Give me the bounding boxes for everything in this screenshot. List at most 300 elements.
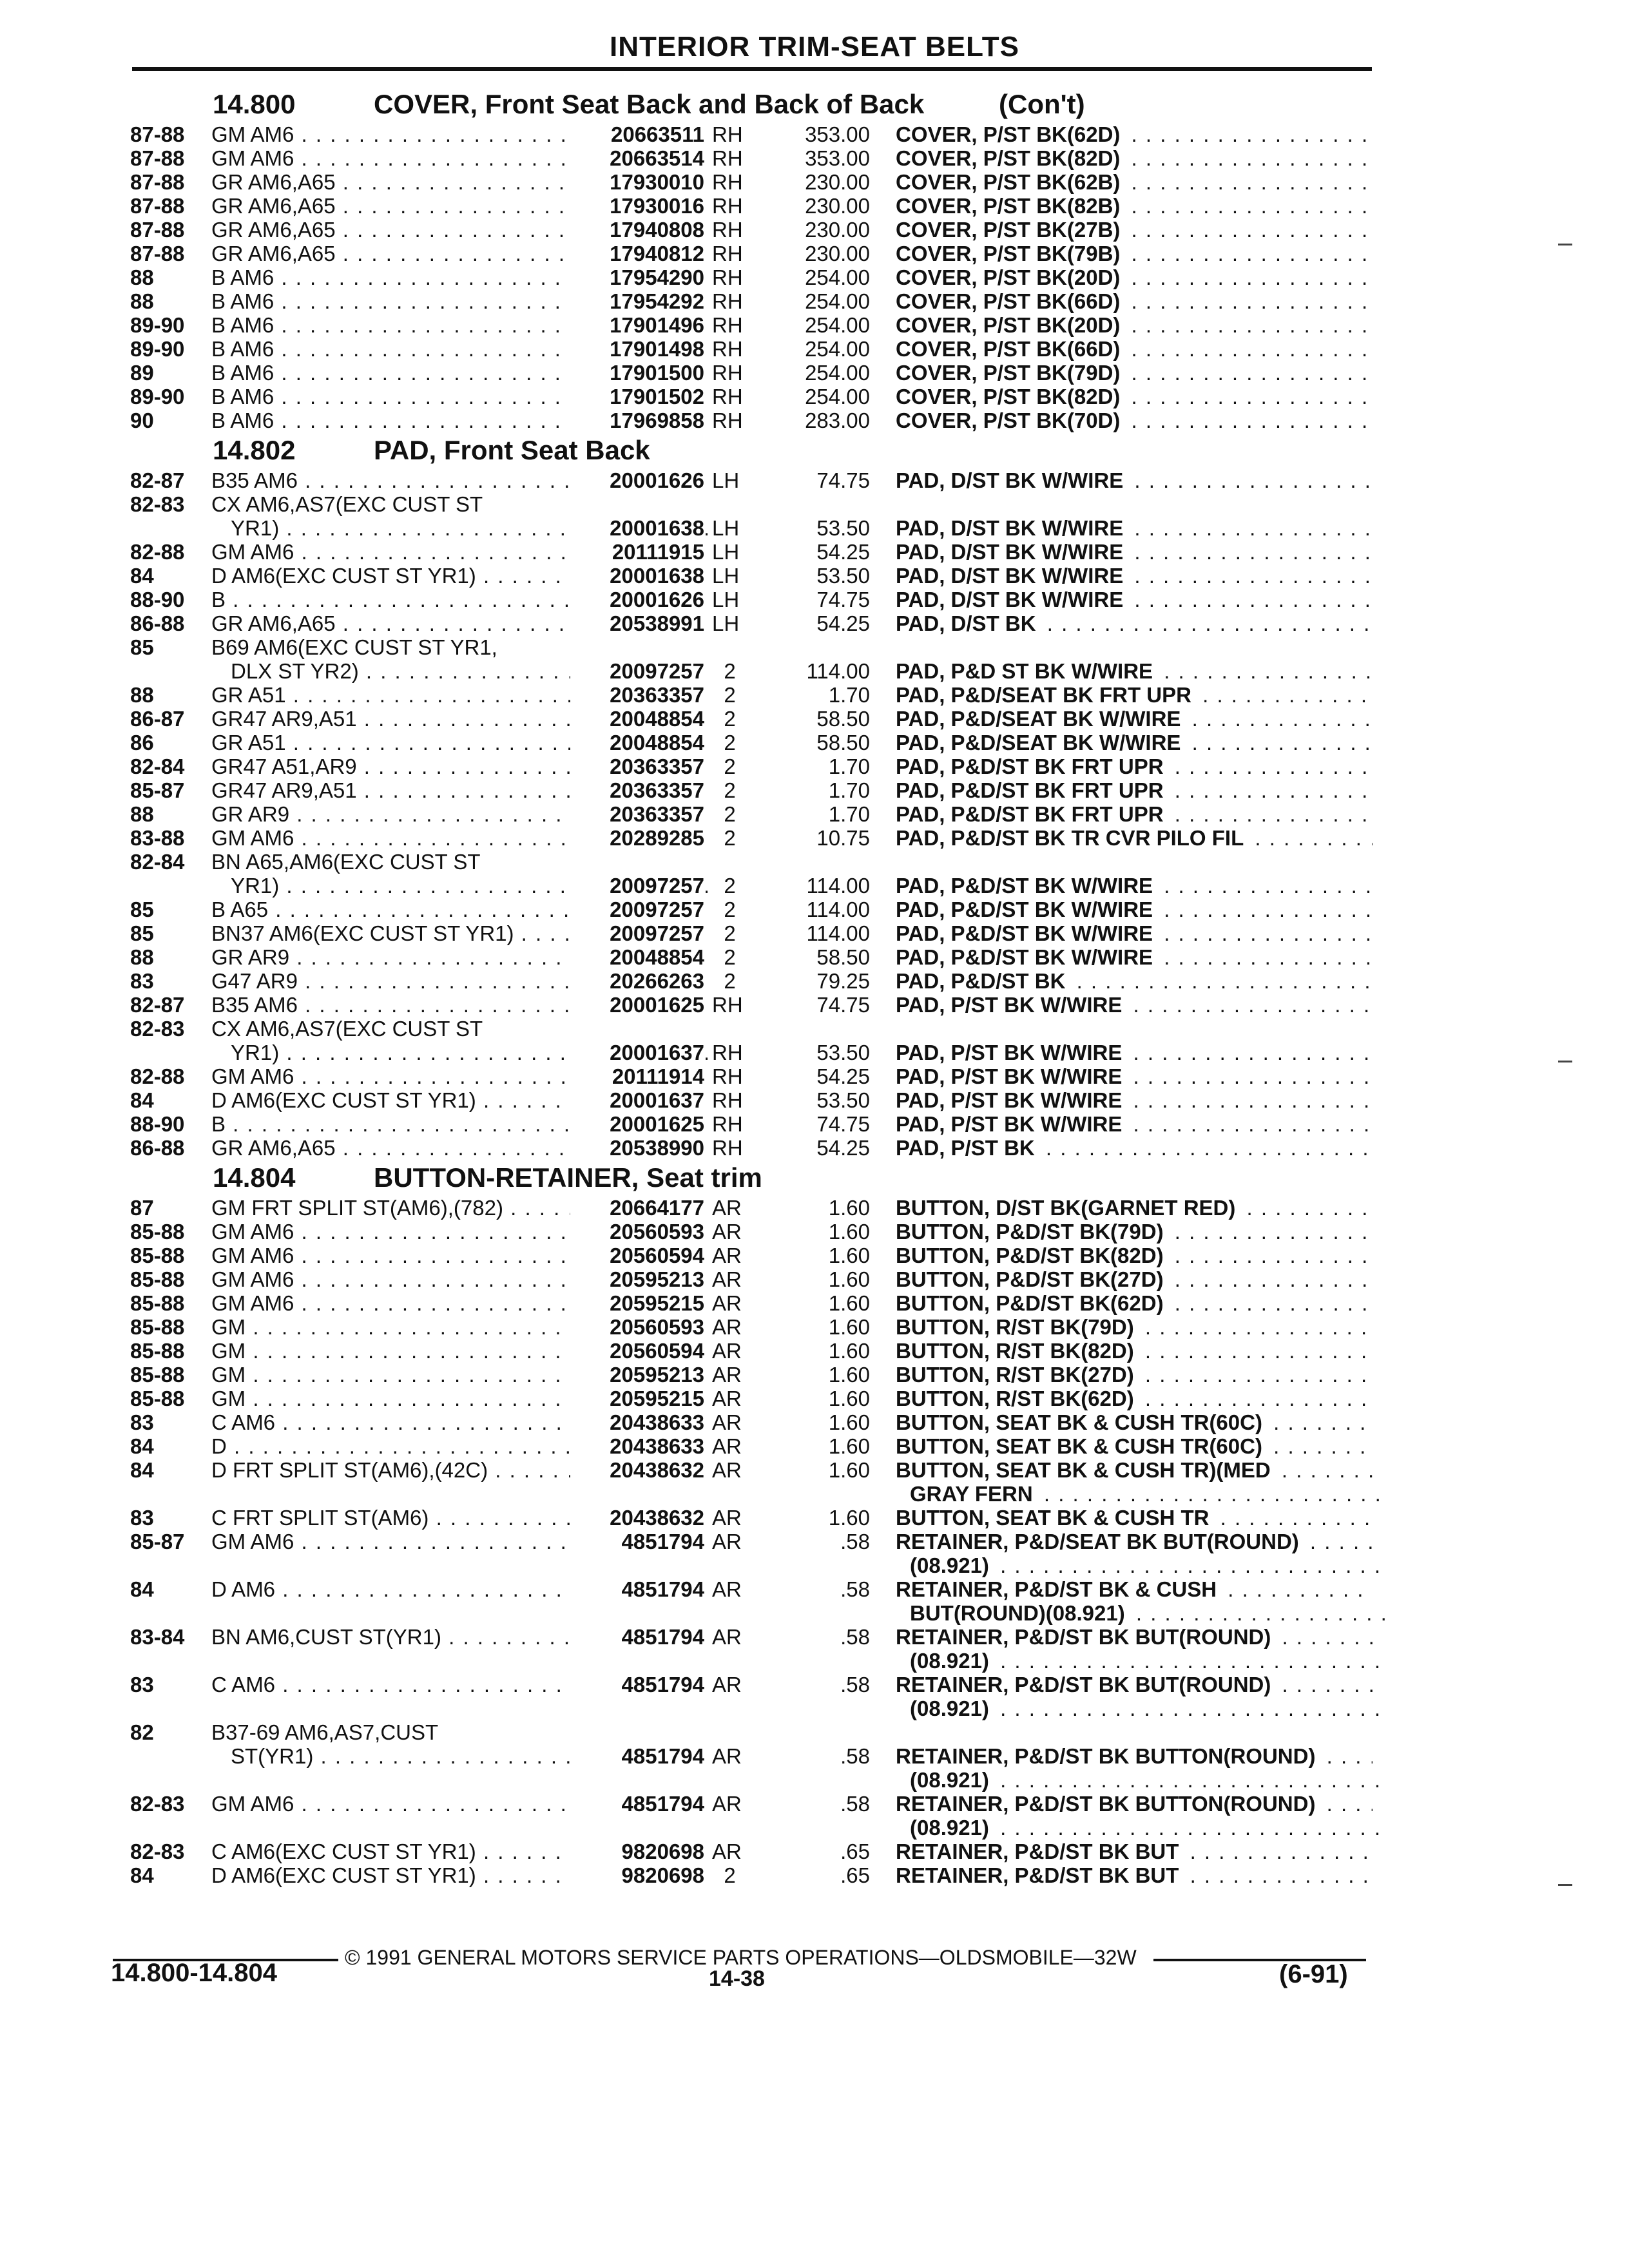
description xyxy=(896,993,1373,1017)
parts-row xyxy=(122,1041,1379,1064)
quantity: RH xyxy=(712,218,743,242)
price: .58 xyxy=(840,1577,870,1601)
parts-row xyxy=(122,540,1379,564)
part-number: 9820698 xyxy=(570,1863,704,1887)
parts-row xyxy=(122,1816,1379,1840)
price: 1.60 xyxy=(828,1363,870,1387)
section-header xyxy=(122,1160,1379,1196)
part-number: 17901498 xyxy=(570,337,704,361)
year-range: 86-87 xyxy=(130,707,185,731)
year-range: 85 xyxy=(130,635,154,659)
description-text: PAD, D/ST BK W/WIRE xyxy=(896,564,1127,588)
parts-row xyxy=(122,1244,1379,1267)
parts-row xyxy=(122,1387,1379,1410)
quantity: AR xyxy=(712,1673,742,1696)
price: .58 xyxy=(840,1673,870,1696)
model-code: GR AM6,A65 . . . xyxy=(211,170,688,194)
part-number: 17930016 xyxy=(570,194,704,218)
description-text: PAD, P&D/ST BK W/WIRE xyxy=(896,945,1157,969)
description xyxy=(896,1577,1373,1601)
description-text: RETAINER, P&D/ST BK & CUSH xyxy=(896,1577,1220,1601)
quantity: AR xyxy=(712,1291,742,1315)
description-text: PAD, P&D/ST BK TR CVR PILO FIL xyxy=(896,826,1248,850)
description-text: BUTTON, R/ST BK(79D) xyxy=(896,1315,1138,1339)
parts-row xyxy=(122,1720,1379,1744)
price: 74.75 xyxy=(816,1112,870,1136)
part-number: 20595213 xyxy=(570,1267,704,1291)
part-number: 20363357 xyxy=(570,778,704,802)
model-code: C AM6 . . . xyxy=(211,1410,688,1434)
model-code: GR AM6,A65 . . . xyxy=(211,242,688,265)
price: 230.00 xyxy=(805,170,870,194)
model-code: D FRT SPLIT ST(AM6),(42C) . . . xyxy=(211,1458,688,1482)
part-number: 20438633 xyxy=(570,1410,704,1434)
description-text: BUTTON, SEAT BK & CUSH TR(60C) xyxy=(896,1410,1266,1434)
part-number: 20111914 xyxy=(570,1064,704,1088)
parts-row xyxy=(122,850,1379,874)
quantity: AR xyxy=(712,1339,742,1363)
parts-row xyxy=(122,1410,1379,1434)
description xyxy=(896,659,1373,683)
description-text: BUTTON, P&D/ST BK(79D) xyxy=(896,1220,1168,1244)
year-range: 85-88 xyxy=(130,1339,185,1363)
year-range: 87-88 xyxy=(130,122,185,146)
parts-row xyxy=(122,945,1379,969)
description xyxy=(910,1553,1387,1577)
price: 1.60 xyxy=(828,1315,870,1339)
quantity: AR xyxy=(712,1458,742,1482)
year-range: 83-88 xyxy=(130,826,185,850)
description-text: COVER, P/ST BK(62B) xyxy=(896,170,1124,194)
model-code: B A65 . . . xyxy=(211,898,688,921)
quantity: RH xyxy=(712,1041,743,1064)
model-code: G47 AR9 . . . xyxy=(211,969,688,993)
year-range: 85-87 xyxy=(130,1530,185,1553)
model-code: GM AM6 . . . xyxy=(211,1064,688,1088)
part-number: 17969858 xyxy=(570,408,704,432)
description xyxy=(896,1244,1373,1267)
description xyxy=(910,1601,1387,1625)
model-code: YR1) . . . xyxy=(231,516,708,540)
description-text: PAD, D/ST BK W/WIRE xyxy=(896,540,1127,564)
part-number: 17901502 xyxy=(570,385,704,408)
description-text: PAD, D/ST BK xyxy=(896,611,1040,635)
description xyxy=(896,337,1373,361)
quantity: RH xyxy=(712,146,743,170)
page-title: INTERIOR TRIM-SEAT BELTS xyxy=(610,31,1019,62)
model-code: B35 AM6 . . . xyxy=(211,468,688,492)
description-text: RETAINER, P&D/ST BK BUT(ROUND) xyxy=(896,1673,1275,1696)
parts-row xyxy=(122,564,1379,588)
price: .58 xyxy=(840,1744,870,1768)
price: 54.25 xyxy=(816,1136,870,1160)
model-code: GM . . . xyxy=(211,1363,688,1387)
model-code: BN A65,AM6(EXC CUST ST xyxy=(211,850,481,874)
part-number: 17901496 xyxy=(570,313,704,337)
part-number: 20663511 xyxy=(570,122,704,146)
quantity: RH xyxy=(712,385,743,408)
quantity: RH xyxy=(712,122,743,146)
part-number: 20595215 xyxy=(570,1291,704,1315)
year-range: 84 xyxy=(130,1863,154,1887)
parts-list xyxy=(122,86,1379,1887)
year-range: 84 xyxy=(130,1434,154,1458)
year-range: 89-90 xyxy=(130,385,185,408)
description-text: PAD, P&D/SEAT BK W/WIRE xyxy=(896,707,1184,731)
quantity: LH xyxy=(712,611,740,635)
part-number: 20097257 xyxy=(570,874,704,898)
quantity: AR xyxy=(712,1410,742,1434)
part-number: 20048854 xyxy=(570,945,704,969)
section-title: PAD, Front Seat Back xyxy=(374,435,650,465)
quantity: AR xyxy=(712,1387,742,1410)
year-range: 88 xyxy=(130,265,154,289)
description xyxy=(910,1649,1387,1673)
part-number: 4851794 xyxy=(570,1625,704,1649)
price: 353.00 xyxy=(805,146,870,170)
year-range: 84 xyxy=(130,1088,154,1112)
section-number: 14.802 xyxy=(213,435,296,465)
year-range: 85-88 xyxy=(130,1220,185,1244)
year-range: 82-84 xyxy=(130,754,185,778)
description-text: PAD, P&D/ST BK W/WIRE xyxy=(896,874,1157,898)
price: 283.00 xyxy=(805,408,870,432)
description-text: RETAINER, P&D/ST BK BUT xyxy=(896,1840,1182,1863)
model-code: YR1) . . . xyxy=(231,874,708,898)
year-range: 88 xyxy=(130,945,154,969)
model-code: C AM6 . . . xyxy=(211,1673,688,1696)
description-text: PAD, P&D/ST BK xyxy=(896,969,1069,993)
description-text: COVER, P/ST BK(82D) xyxy=(896,146,1124,170)
quantity: RH xyxy=(712,1112,743,1136)
parts-row xyxy=(122,265,1379,289)
parts-row xyxy=(122,778,1379,802)
model-code: GR AM6,A65 . . . xyxy=(211,1136,688,1160)
parts-row xyxy=(122,1017,1379,1041)
year-range: 82-83 xyxy=(130,1840,185,1863)
part-number: 20289285 xyxy=(570,826,704,850)
parts-row xyxy=(122,921,1379,945)
parts-row xyxy=(122,218,1379,242)
parts-row xyxy=(122,1553,1379,1577)
quantity: AR xyxy=(712,1530,742,1553)
description-text: (08.921) xyxy=(910,1553,993,1577)
parts-row xyxy=(122,993,1379,1017)
section-title: BUTTON-RETAINER, Seat trim xyxy=(374,1162,762,1193)
year-range: 86-88 xyxy=(130,1136,185,1160)
section-title: COVER, Front Seat Back and Back of Back xyxy=(374,89,925,119)
part-number: 20097257 xyxy=(570,898,704,921)
year-range: 85-88 xyxy=(130,1244,185,1267)
price: .65 xyxy=(840,1840,870,1863)
part-number: 20001626 xyxy=(570,588,704,611)
part-number: 4851794 xyxy=(570,1744,704,1768)
part-number: 20001626 xyxy=(570,468,704,492)
description-text: RETAINER, P&D/SEAT BK BUT(ROUND) xyxy=(896,1530,1303,1553)
year-range: 82-87 xyxy=(130,468,185,492)
part-number: 20560593 xyxy=(570,1315,704,1339)
price: 1.60 xyxy=(828,1387,870,1410)
description-text: PAD, D/ST BK W/WIRE xyxy=(896,516,1127,540)
price: 254.00 xyxy=(805,265,870,289)
price: 114.00 xyxy=(806,921,870,945)
model-code: D AM6(EXC CUST ST YR1) . . . xyxy=(211,564,688,588)
price: 114.00 xyxy=(806,874,870,898)
description-text: PAD, D/ST BK W/WIRE xyxy=(896,588,1127,611)
quantity: AR xyxy=(712,1196,742,1220)
model-code: CX AM6,AS7(EXC CUST ST xyxy=(211,492,483,516)
part-number: 20438632 xyxy=(570,1458,704,1482)
year-range: 83 xyxy=(130,1673,154,1696)
description-text: COVER, P/ST BK(66D) xyxy=(896,289,1124,313)
description-text: (08.921) xyxy=(910,1768,993,1792)
part-number: 20266263 xyxy=(570,969,704,993)
year-range: 83-84 xyxy=(130,1625,185,1649)
model-code: B69 AM6(EXC CUST ST YR1, xyxy=(211,635,497,659)
part-number: 17954292 xyxy=(570,289,704,313)
description-text: PAD, P/ST BK W/WIRE xyxy=(896,1112,1126,1136)
year-range: 82-88 xyxy=(130,540,185,564)
description xyxy=(896,1112,1373,1136)
footer-range: 14.800-14.804 xyxy=(111,1959,278,1987)
model-code: B AM6 . . . xyxy=(211,289,688,313)
parts-row xyxy=(122,898,1379,921)
price: 254.00 xyxy=(805,337,870,361)
parts-row xyxy=(122,731,1379,754)
description-text: PAD, P/ST BK W/WIRE xyxy=(896,1064,1126,1088)
price: 1.60 xyxy=(828,1220,870,1244)
parts-row xyxy=(122,361,1379,385)
year-range: 83 xyxy=(130,1506,154,1530)
margin-mark xyxy=(1558,1061,1572,1062)
footer-page-number: 14-38 xyxy=(709,1966,765,1991)
price: 114.00 xyxy=(806,898,870,921)
description-text: PAD, P/ST BK xyxy=(896,1136,1039,1160)
parts-row xyxy=(122,969,1379,993)
price: 353.00 xyxy=(805,122,870,146)
parts-row xyxy=(122,874,1379,898)
price: .58 xyxy=(840,1530,870,1553)
model-code: C FRT SPLIT ST(AM6) . . . xyxy=(211,1506,688,1530)
year-range: 82-84 xyxy=(130,850,185,874)
parts-row xyxy=(122,1696,1379,1720)
year-range: 85-88 xyxy=(130,1267,185,1291)
price: 1.60 xyxy=(828,1244,870,1267)
description-text: COVER, P/ST BK(82B) xyxy=(896,194,1124,218)
description-text: (08.921) xyxy=(910,1816,993,1840)
description xyxy=(910,1768,1387,1792)
price: 254.00 xyxy=(805,289,870,313)
year-range: 89 xyxy=(130,361,154,385)
model-code: GM AM6 . . . xyxy=(211,1530,688,1553)
description xyxy=(896,516,1373,540)
year-range: 82-83 xyxy=(130,1792,185,1816)
description-text: PAD, P&D/ST BK W/WIRE xyxy=(896,921,1157,945)
description xyxy=(896,898,1373,921)
description xyxy=(896,969,1373,993)
description xyxy=(896,1625,1373,1649)
quantity: RH xyxy=(712,1136,743,1160)
year-range: 88-90 xyxy=(130,588,185,611)
description-text: PAD, P&D/ST BK FRT UPR xyxy=(896,754,1168,778)
model-code: GM . . . xyxy=(211,1315,688,1339)
model-code: GR AR9 . . . xyxy=(211,945,688,969)
part-number: 4851794 xyxy=(570,1673,704,1696)
price: 53.50 xyxy=(816,516,870,540)
model-code: D AM6 . . . xyxy=(211,1577,688,1601)
description xyxy=(910,1816,1387,1840)
quantity: RH xyxy=(712,408,743,432)
price: 1.70 xyxy=(828,754,870,778)
parts-row xyxy=(122,707,1379,731)
model-code: D . . . xyxy=(211,1434,688,1458)
model-code: GR AM6,A65 . . . xyxy=(211,194,688,218)
description xyxy=(896,778,1373,802)
parts-row xyxy=(122,122,1379,146)
description-text: PAD, P&D ST BK W/WIRE xyxy=(896,659,1157,683)
section-continued: (Con't) xyxy=(999,89,1085,119)
part-number: 20538991 xyxy=(570,611,704,635)
price: 58.50 xyxy=(816,731,870,754)
model-code: GM . . . xyxy=(211,1339,688,1363)
model-code: GM AM6 . . . xyxy=(211,1792,688,1816)
model-code: GR A51 . . . xyxy=(211,731,688,754)
parts-row xyxy=(122,1291,1379,1315)
parts-row xyxy=(122,1577,1379,1601)
quantity: AR xyxy=(712,1267,742,1291)
description xyxy=(896,1744,1373,1768)
quantity: 2 xyxy=(724,945,736,969)
year-range: 82-83 xyxy=(130,1017,185,1041)
description xyxy=(896,289,1373,313)
description-text: COVER, P/ST BK(82D) xyxy=(896,385,1124,408)
part-number: 17940808 xyxy=(570,218,704,242)
quantity: AR xyxy=(712,1434,742,1458)
footer-copyright: © 1991 GENERAL MOTORS SERVICE PARTS OPERATIONS—OLDSMOBILE—32W xyxy=(345,1946,1137,1969)
year-range: 83 xyxy=(130,969,154,993)
part-number: 20560593 xyxy=(570,1220,704,1244)
quantity: AR xyxy=(712,1792,742,1816)
year-range: 85-88 xyxy=(130,1387,185,1410)
parts-row xyxy=(122,289,1379,313)
parts-row xyxy=(122,1601,1379,1625)
description-text: COVER, P/ST BK(66D) xyxy=(896,337,1124,361)
model-code: GR AM6,A65 . . . xyxy=(211,611,688,635)
model-code: GM AM6 . . . xyxy=(211,1291,688,1315)
description-text: PAD, P&D/ST BK W/WIRE xyxy=(896,898,1157,921)
parts-row xyxy=(122,1482,1379,1506)
price: 1.60 xyxy=(828,1506,870,1530)
description xyxy=(896,802,1373,826)
year-range: 89-90 xyxy=(130,337,185,361)
quantity: 2 xyxy=(724,969,736,993)
parts-row xyxy=(122,683,1379,707)
description-text: COVER, P/ST BK(27B) xyxy=(896,218,1124,242)
price: 230.00 xyxy=(805,218,870,242)
description-text: COVER, P/ST BK(79B) xyxy=(896,242,1124,265)
description xyxy=(896,1041,1373,1064)
parts-row xyxy=(122,1064,1379,1088)
price: 1.70 xyxy=(828,802,870,826)
quantity: RH xyxy=(712,1088,743,1112)
description xyxy=(896,921,1373,945)
description-text: PAD, P&D/SEAT BK FRT UPR xyxy=(896,683,1195,707)
model-code: GM AM6 . . . xyxy=(211,122,688,146)
quantity: 2 xyxy=(724,898,736,921)
quantity: 2 xyxy=(724,826,736,850)
description xyxy=(896,408,1373,432)
quantity: LH xyxy=(712,468,740,492)
price: 53.50 xyxy=(816,1041,870,1064)
model-code: B AM6 . . . xyxy=(211,385,688,408)
price: 254.00 xyxy=(805,361,870,385)
section-number: 14.800 xyxy=(213,89,296,119)
parts-row xyxy=(122,1840,1379,1863)
year-range: 85-88 xyxy=(130,1291,185,1315)
model-code: BN AM6,CUST ST(YR1) . . . xyxy=(211,1625,688,1649)
year-range: 87-88 xyxy=(130,170,185,194)
quantity: AR xyxy=(712,1625,742,1649)
model-code: C AM6(EXC CUST ST YR1) . . . xyxy=(211,1840,688,1863)
description xyxy=(896,1410,1373,1434)
section-header xyxy=(122,432,1379,468)
description xyxy=(896,683,1373,707)
model-code: GR47 AR9,A51 . . . xyxy=(211,707,688,731)
description xyxy=(896,146,1373,170)
year-range: 87-88 xyxy=(130,194,185,218)
part-number: 17901500 xyxy=(570,361,704,385)
quantity: AR xyxy=(712,1220,742,1244)
quantity: RH xyxy=(712,1064,743,1088)
year-range: 84 xyxy=(130,1577,154,1601)
parts-row xyxy=(122,588,1379,611)
description-text: COVER, P/ST BK(20D) xyxy=(896,265,1124,289)
description xyxy=(896,313,1373,337)
model-code: B AM6 . . . xyxy=(211,408,688,432)
quantity: RH xyxy=(712,337,743,361)
part-number: 17930010 xyxy=(570,170,704,194)
description xyxy=(896,540,1373,564)
title-rule xyxy=(132,67,1372,71)
section-header xyxy=(122,86,1379,122)
description xyxy=(896,1506,1373,1530)
description-text: GRAY FERN xyxy=(910,1482,1037,1506)
part-number: 20363357 xyxy=(570,754,704,778)
parts-row xyxy=(122,1339,1379,1363)
section-number: 14.804 xyxy=(213,1162,296,1193)
parts-row xyxy=(122,1506,1379,1530)
model-code: GM AM6 . . . xyxy=(211,826,688,850)
quantity: RH xyxy=(712,289,743,313)
part-number: 20538990 xyxy=(570,1136,704,1160)
year-range: 82 xyxy=(130,1720,154,1744)
description-text: BUTTON, SEAT BK & CUSH TR)(MED xyxy=(896,1458,1275,1482)
parts-row xyxy=(122,1768,1379,1792)
model-code: DLX ST YR2) . . . xyxy=(231,659,708,683)
part-number: 20560594 xyxy=(570,1244,704,1267)
part-number: 20560594 xyxy=(570,1339,704,1363)
description xyxy=(896,1363,1373,1387)
price: 1.70 xyxy=(828,778,870,802)
year-range: 84 xyxy=(130,564,154,588)
year-range: 87-88 xyxy=(130,146,185,170)
model-code: BN37 AM6(EXC CUST ST YR1) . . . xyxy=(211,921,688,945)
description xyxy=(896,754,1373,778)
price: 74.75 xyxy=(816,588,870,611)
description xyxy=(896,1458,1373,1482)
quantity: 2 xyxy=(724,802,736,826)
model-code: GM AM6 . . . xyxy=(211,1244,688,1267)
